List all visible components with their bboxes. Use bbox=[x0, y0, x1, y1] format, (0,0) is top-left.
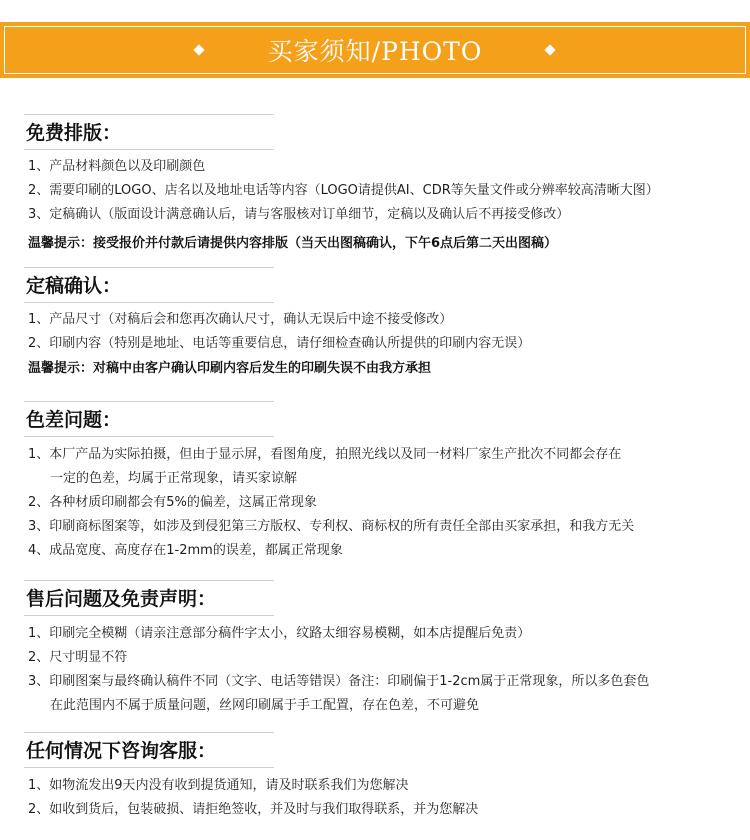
list-item: 2、需要印刷的LOGO、店名以及地址电话等内容（LOGO请提供AI、CDR等矢量文件或分辨率较高清晰大图） bbox=[28, 183, 659, 198]
section-heading: 色差问题： bbox=[26, 409, 122, 431]
warm-tip: 温馨提示：接受报价并付款后请提供内容排版（当天出图稿确认，下午6点后第二天出图稿） bbox=[28, 236, 558, 251]
diamond-icon bbox=[544, 44, 555, 55]
list-item: 1、如物流发出9天内没有收到提货通知，请及时联系我们为您解决 bbox=[28, 778, 409, 793]
list-item: 2、印刷内容（特别是地址、电话等重要信息，请仔细检查确认所提供的印刷内容无误） bbox=[28, 336, 531, 351]
banner-frame bbox=[4, 26, 746, 74]
list-item: 一定的色差，均属于正常现象，请买家谅解 bbox=[50, 471, 298, 486]
list-item: 1、产品材料颜色以及印刷颜色 bbox=[28, 159, 206, 174]
section-free-layout bbox=[0, 114, 750, 257]
section-contact-service bbox=[0, 732, 750, 822]
section-confirm-draft bbox=[0, 267, 750, 382]
section-heading-wrap bbox=[24, 580, 750, 616]
divider bbox=[24, 302, 274, 303]
list-item: 4、成品宽度、高度存在1-2mm的误差，都属正常现象 bbox=[28, 543, 343, 558]
section-heading-wrap bbox=[24, 267, 750, 303]
warm-tip: 温馨提示：对稿中由客户确认印刷内容后发生的印刷失误不由我方承担 bbox=[28, 361, 432, 376]
list-item: 3、定稿确认（版面设计满意确认后，请与客服核对订单细节，定稿以及确认后不再接受修改） bbox=[28, 207, 570, 222]
section-heading: 定稿确认： bbox=[26, 275, 122, 297]
divider bbox=[24, 436, 274, 437]
section-after-sales bbox=[0, 580, 750, 718]
section-heading-wrap bbox=[24, 401, 750, 437]
header-banner bbox=[0, 22, 750, 78]
list-item: 1、产品尺寸（对稿后会和您再次确认尺寸，确认无误后中途不接受修改） bbox=[28, 312, 453, 327]
divider bbox=[24, 401, 274, 402]
divider bbox=[24, 732, 274, 733]
list-item: 1、本厂产品为实际拍摄，但由于显示屏，看图角度，拍照光线以及同一材料厂家生产批次不同都会存在 bbox=[28, 447, 622, 462]
list-item: 3、印刷商标图案等，如涉及到侵犯第三方版权、专利权、商标权的所有责任全部由买家承担，和我方无关 bbox=[28, 519, 635, 534]
list-item: 2、尺寸明显不符 bbox=[28, 650, 128, 665]
divider bbox=[24, 267, 274, 268]
divider bbox=[24, 580, 274, 581]
section-heading: 售后问题及免责声明： bbox=[26, 588, 217, 610]
divider bbox=[24, 615, 274, 616]
list-item: 2、如收到货后，包装破损、请拒绝签收，并及时与我们取得联系，并为您解决 bbox=[28, 802, 479, 817]
section-heading: 任何情况下咨询客服： bbox=[26, 740, 217, 762]
divider bbox=[24, 149, 274, 150]
banner-title: 买家须知/PHOTO bbox=[267, 37, 483, 66]
section-heading-wrap bbox=[24, 732, 750, 768]
section-color-difference bbox=[0, 401, 750, 563]
list-item: 3、印刷图案与最终确认稿件不同（文字、电话等错误）备注：印刷偏于1-2cm属于正常现象，所以多色套色 bbox=[28, 674, 650, 689]
section-heading-wrap bbox=[24, 114, 750, 150]
diamond-icon bbox=[193, 44, 204, 55]
list-item: 2、各种材质印刷都会有5%的偏差，这属正常现象 bbox=[28, 495, 317, 510]
list-item: 在此范围内不属于质量问题，丝网印刷属于手工配置，存在色差，不可避免 bbox=[50, 698, 480, 713]
divider bbox=[24, 767, 274, 768]
divider bbox=[24, 114, 274, 115]
section-heading: 免费排版： bbox=[26, 122, 122, 144]
list-item: 1、印刷完全模糊（请亲注意部分稿件字太小，纹路太细容易模糊，如本店提醒后免责） bbox=[28, 626, 531, 641]
